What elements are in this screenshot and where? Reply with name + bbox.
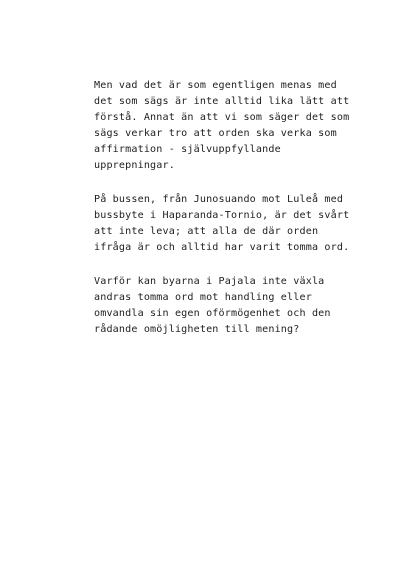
- paragraph-line: sägs verkar tro att orden ska verka som: [94, 128, 337, 139]
- paragraph-2: [94, 192, 384, 256]
- body-text: [94, 78, 384, 356]
- paragraph-line: Men vad det är som egentligen menas med: [94, 80, 337, 91]
- paragraph-line: ifråga är och alltid har varit tomma ord.: [94, 242, 350, 253]
- paragraph-line: förstå. Annat än att vi som säger det som: [94, 112, 350, 123]
- paragraph-line: upprepningar.: [94, 160, 175, 171]
- paragraph-line: andras tomma ord mot handling eller: [94, 292, 312, 303]
- paragraph-1: [94, 78, 384, 174]
- paragraph-line: affirmation - självuppfyllande: [94, 144, 281, 155]
- paragraph-line: att inte leva; att alla de där orden: [94, 226, 319, 237]
- paragraph-line: omvandla sin egen oförmögenhet och den: [94, 308, 331, 319]
- paragraph-line: På bussen, från Junosuando mot Luleå med: [94, 194, 344, 205]
- paragraph-line: det som sägs är inte alltid lika lätt att: [94, 96, 350, 107]
- paragraph-line: Varför kan byarna i Pajala inte växla: [94, 276, 325, 287]
- paragraph-line: bussbyte i Haparanda-Tornio, är det svårt: [94, 210, 350, 221]
- paragraph-3: [94, 274, 384, 338]
- paragraph-line: rådande omöjligheten till mening?: [94, 324, 300, 335]
